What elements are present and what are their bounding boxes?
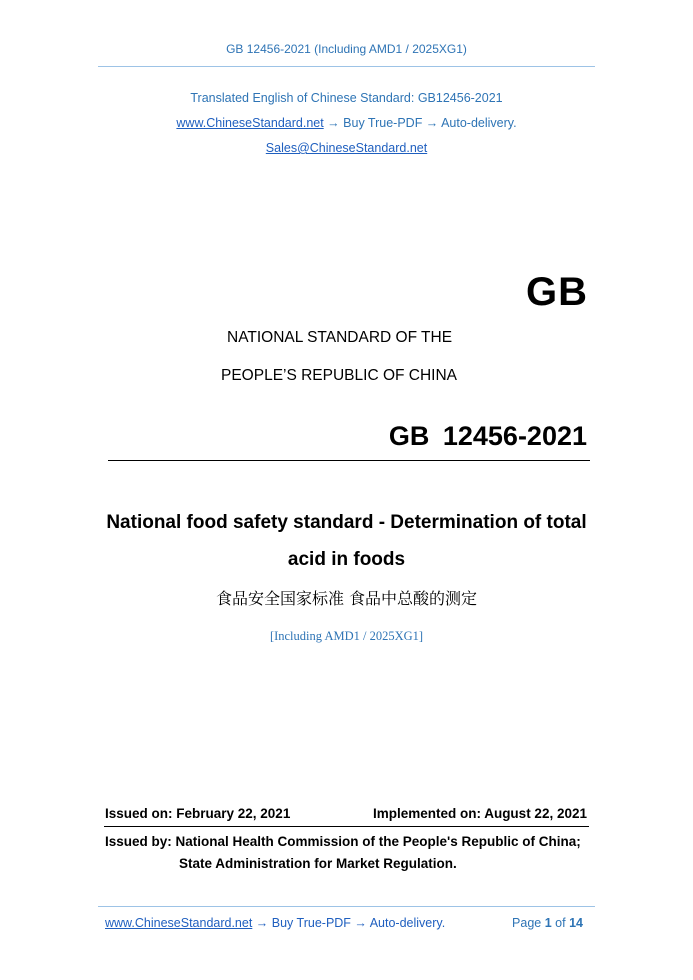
site-link[interactable]: www.ChineseStandard.net bbox=[176, 116, 324, 130]
footer-promo-text: → Buy True-PDF → Auto-delivery. bbox=[252, 916, 446, 930]
standard-number: GB 12456-2021 bbox=[388, 421, 587, 451]
page-label: Page bbox=[512, 916, 542, 930]
translation-note: Translated English of Chinese Standard: GB12456-2021 bbox=[190, 91, 503, 105]
issued-on: Issued on: February 22, 2021 bbox=[105, 806, 291, 821]
page-current: 1 bbox=[544, 916, 552, 930]
standard-number-rule bbox=[108, 460, 590, 461]
national-standard-line2: PEOPLE’S REPUBLIC OF CHINA bbox=[221, 367, 458, 384]
document-title-line1: National food safety standard - Determination of total bbox=[106, 512, 587, 533]
footer-promo bbox=[105, 916, 445, 930]
promo-text: → Buy True-PDF → Auto-delivery. bbox=[323, 116, 517, 130]
header-rule bbox=[98, 66, 595, 67]
national-standard-line1: NATIONAL STANDARD OF THE bbox=[227, 329, 453, 346]
footer-rule bbox=[98, 906, 595, 907]
issuance-rule bbox=[104, 826, 589, 827]
email-line bbox=[0, 141, 693, 155]
implemented-on: Implemented on: August 22, 2021 bbox=[372, 806, 587, 821]
issued-by-line1: Issued by: National Health Commission of the People's Republic of China; bbox=[105, 834, 581, 849]
page-indicator bbox=[512, 916, 583, 930]
running-header: GB 12456-2021 (Including AMD1 / 2025XG1) bbox=[226, 42, 467, 56]
gb-logo: GB bbox=[526, 270, 588, 314]
promo-line bbox=[0, 116, 693, 130]
page-total: 14 bbox=[569, 916, 583, 930]
document-title-line2: acid in foods bbox=[287, 549, 406, 570]
amendment-note: [Including AMD1 / 2025XG1] bbox=[269, 629, 424, 643]
footer-site-link[interactable]: www.ChineseStandard.net bbox=[105, 916, 253, 930]
chinese-title: 食品安全国家标准 食品中总酸的测定 bbox=[215, 589, 478, 608]
issued-by-line2: State Administration for Market Regulation. bbox=[179, 856, 457, 871]
page-of: of bbox=[555, 916, 566, 930]
email-link[interactable]: Sales@ChineseStandard.net bbox=[265, 141, 428, 155]
